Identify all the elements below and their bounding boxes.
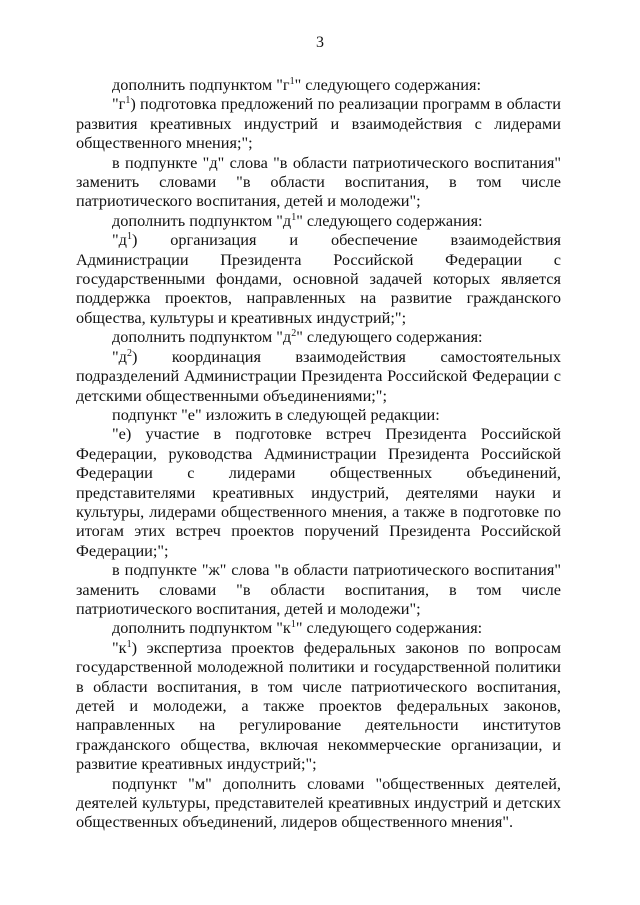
paragraph: дополнить подпунктом "$д^1$" следующего содержания: (112, 210, 483, 230)
paragraph: подпункт "м" дополнить словами "общественных деятелей, деятелей культуры, представителей креативных индустрий и детских общественных объединений, лидеров общественного мнения". (76, 773, 561, 832)
paragraph: в подпункте "д" слова "в области патриотического воспитания" заменить словами "в области воспитания, в том числе патриотического воспитания, детей и молодежи"; (76, 152, 561, 211)
paragraph: в подпункте "ж" слова "в области патриотического воспитания" заменить словами "в области воспитания, в том числе патриотического воспитания, детей и молодежи"; (76, 560, 561, 618)
page-number: 3 (316, 34, 324, 51)
paragraph: "$д^2$) координация взаимодействия самостоятельных подразделений Администрации Президента Российской Федерации с детскими общественными объединениями;"; (76, 346, 561, 405)
paragraph: подпункт "е" изложить в следующей редакции: (112, 404, 440, 424)
paragraph: дополнить подпунктом "$к^1$" следующего содержания: (112, 618, 483, 638)
paragraph: "$к^1$) экспертиза проектов федеральных законов по вопросам государственной молодежной политики и государственной политики в области воспитания, в том числе патриотического воспитания, детей и молодежи, а также проектов федеральных законов, направленных на регулирование деятельности институтов гражданского общества, включая некоммерческие организации, и развитие креативных индустрий;"; (76, 637, 561, 774)
paragraph: дополнить подпунктом "$г^1$" следующего содержания: (112, 75, 481, 94)
paragraph: "е) участие в подготовке встреч Президента Российской Федерации, руководства Администрации Президента Российской Федерации с лидерами общественных объединений, представителями креативных индустрий, деятелями науки и культуры, лидерами общественного мнения, а также в подготовке по итогам этих встреч проектов поручений Президента Российской Федерации;"; (76, 424, 561, 560)
paragraph: "$г^1$) подготовка предложений по реализации программ в области развития креативных индустрий и взаимодействия с лидерами общественного мнения;"; (76, 94, 561, 153)
document-body (76, 75, 561, 832)
paragraph: дополнить подпунктом "$д^2$" следующего содержания: (112, 327, 483, 347)
paragraph: "$д^1$) организация и обеспечение взаимодействия Администрации Президента Российской Федерации с государственными фондами, основной задачей которых является поддержка проектов, направленных на развитие гражданского общества, культуры и креативных индустрий;"; (76, 230, 561, 327)
